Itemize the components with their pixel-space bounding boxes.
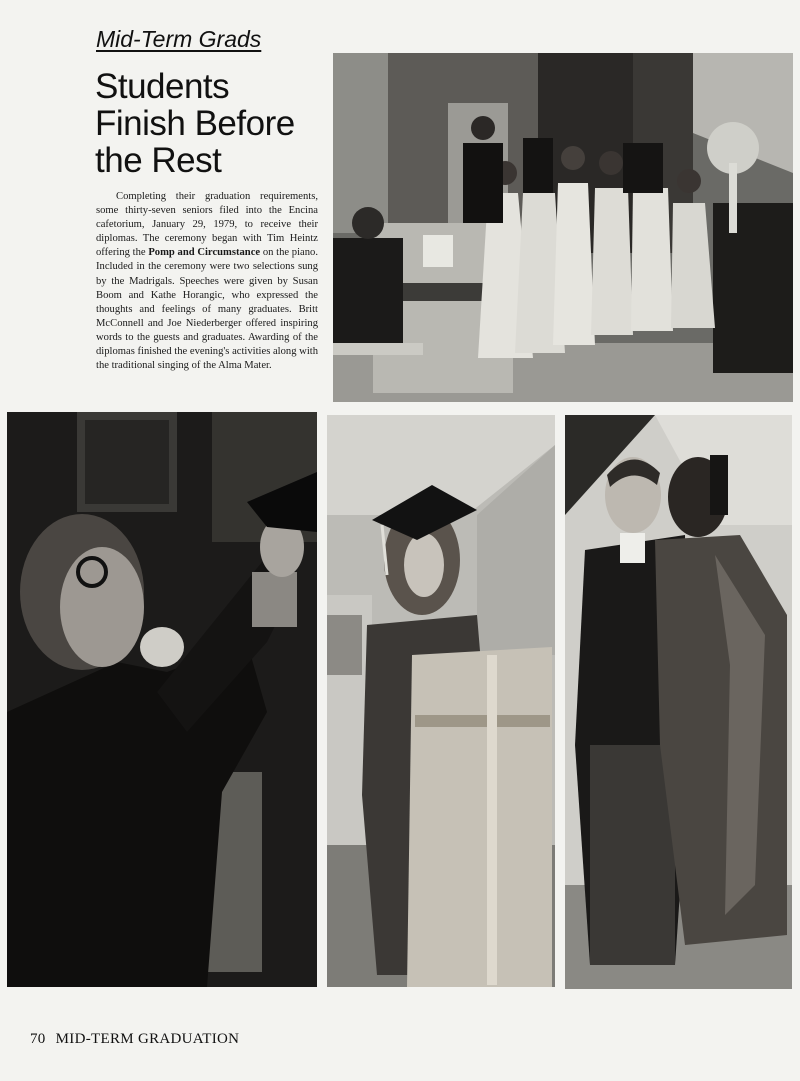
article-body [96,190,318,373]
headline-line-2: Finish Before [95,104,295,143]
section-kicker: Mid-Term Grads [96,26,262,52]
section-name: MID-TERM GRADUATION [55,1031,240,1047]
page-footer [30,1031,239,1048]
photo-madrigals-piano [333,53,793,402]
page-number: 70 [30,1031,46,1047]
photo-graduate-hug [565,415,792,989]
body-part-2: on the piano. Included in the ceremony were two selections sung by the Madrigals. Speeches were given by Susan Boom and Kathe Horangic, who expressed the thoughts and feelings of many graduates. Britt McConnell and Joe Niederberger offered inspiring words to the guests and graduates. Awarding of the diplomas finished the evening's activities along with the traditional singing of the Alma Mater. [96,247,318,372]
headline-line-1: Students [95,67,230,106]
body-part-bold: Pomp and Circumstance [148,247,261,259]
headline-line-3: the Rest [95,141,222,180]
body-part-1: Completing their graduation requirements, some thirty-seven seniors filed into the Encina cafetorium, January 29, 1979, to receive their diplomas. The ceremony began with Tim Heintz offering the [96,191,318,259]
page-headline [95,68,330,179]
photo-woman-adjusting-cap [7,412,317,987]
photo-graduate-podium [327,415,555,987]
